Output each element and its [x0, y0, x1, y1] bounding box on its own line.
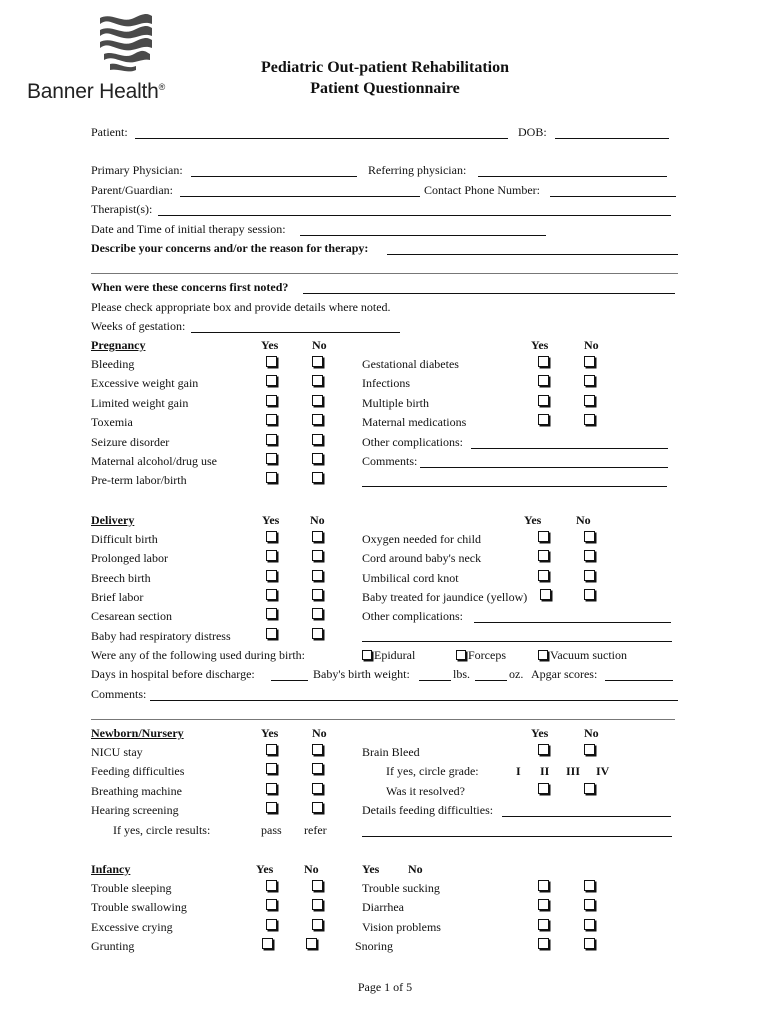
birth-weight-label: Baby's birth weight:	[313, 667, 410, 681]
yes-checkbox[interactable]	[266, 434, 277, 445]
first-noted-field[interactable]	[303, 293, 675, 294]
contact-phone-field[interactable]	[550, 196, 676, 197]
concerns-label: Describe your concerns and/or the reason for therapy:	[91, 241, 369, 255]
yes-checkbox[interactable]	[540, 589, 551, 600]
delivery-other-field[interactable]	[474, 622, 671, 623]
pregnancy-comments-field-2[interactable]	[362, 486, 667, 487]
yes-checkbox[interactable]	[266, 783, 277, 794]
yes-checkbox[interactable]	[266, 414, 277, 425]
brain-bleed-label: Brain Bleed	[362, 745, 420, 759]
delivery-other-field-2[interactable]	[362, 641, 672, 642]
list-item: Maternal alcohol/drug use	[91, 454, 217, 468]
epidural-option[interactable]	[362, 648, 415, 662]
infancy-heading: Infancy	[91, 862, 131, 876]
no-checkbox[interactable]	[312, 531, 323, 542]
apgar-field[interactable]	[605, 680, 673, 681]
list-item: Prolonged labor	[91, 551, 168, 565]
no-checkbox[interactable]	[312, 414, 323, 425]
date-time-label: Date and Time of initial therapy session:	[91, 222, 286, 236]
list-item: Excessive weight gain	[91, 376, 199, 390]
dob-label: DOB:	[518, 125, 547, 139]
forceps-option[interactable]	[456, 648, 506, 662]
no-checkbox[interactable]	[312, 589, 323, 600]
birth-used-question: Were any of the following used during birth:	[91, 648, 305, 662]
newborn-yes-header: Yes	[261, 726, 279, 740]
delivery-comments-label: Comments:	[91, 687, 147, 701]
pregnancy-heading: Pregnancy	[91, 338, 146, 352]
no-checkbox[interactable]	[584, 531, 595, 542]
patient-label: Patient:	[91, 125, 128, 139]
resolved-label: Was it resolved?	[386, 784, 466, 798]
list-item: Umbilical cord knot	[362, 571, 459, 585]
epidural-label: Epidural	[374, 648, 416, 662]
therapists-label: Therapist(s):	[91, 202, 153, 216]
no-checkbox[interactable]	[584, 919, 595, 930]
grade-option[interactable]: II	[540, 764, 550, 778]
infancy-yes-header: Yes	[256, 862, 274, 876]
parent-guardian-field[interactable]	[180, 196, 420, 197]
list-item: Cesarean section	[91, 609, 172, 623]
yes-checkbox[interactable]	[266, 531, 277, 542]
yes-checkbox[interactable]	[266, 919, 277, 930]
newborn-yes-header-right: Yes	[531, 726, 549, 740]
yes-checkbox[interactable]	[538, 919, 549, 930]
vacuum-label: Vacuum suction	[550, 648, 627, 662]
pregnancy-no-header: No	[312, 338, 327, 352]
page-number: Page 1 of 5	[357, 980, 413, 994]
list-item: Maternal medications	[362, 415, 467, 429]
list-item: Gestational diabetes	[362, 357, 459, 371]
no-checkbox[interactable]	[584, 395, 595, 406]
apgar-label: Apgar scores:	[531, 667, 598, 681]
gestation-label: Weeks of gestation:	[91, 319, 186, 333]
concerns-field-2[interactable]	[91, 273, 678, 274]
list-item: Vision problems	[362, 920, 441, 934]
list-item: Trouble sucking	[362, 881, 440, 895]
list-item: Diarrhea	[362, 900, 404, 914]
yes-checkbox[interactable]	[538, 570, 549, 581]
pregnancy-other-label: Other complications:	[362, 435, 463, 449]
pregnancy-comments-label: Comments:	[362, 454, 418, 468]
yes-checkbox[interactable]	[538, 550, 549, 561]
no-checkbox[interactable]	[312, 899, 323, 910]
resolved-no-checkbox[interactable]	[584, 783, 595, 794]
brain-bleed-no-checkbox[interactable]	[584, 744, 595, 755]
list-item: Excessive crying	[91, 920, 173, 934]
birth-weight-lbs-field[interactable]	[419, 680, 451, 681]
no-checkbox[interactable]	[584, 550, 595, 561]
no-checkbox[interactable]	[312, 453, 323, 464]
list-item: Trouble sleeping	[91, 881, 172, 895]
no-checkbox[interactable]	[584, 356, 595, 367]
list-item: Baby treated for jaundice (yellow)	[362, 590, 528, 604]
delivery-comments-field-2[interactable]	[91, 719, 675, 720]
delivery-heading: Delivery	[91, 513, 135, 527]
days-in-hospital-label: Days in hospital before discharge:	[91, 667, 255, 681]
birth-weight-oz-field[interactable]	[475, 680, 507, 681]
hearing-pass-option[interactable]: pass	[261, 823, 282, 837]
patient-field[interactable]	[135, 138, 508, 139]
list-item: Limited weight gain	[91, 396, 189, 410]
pregnancy-yes-header-right: Yes	[531, 338, 549, 352]
referring-physician-field[interactable]	[478, 176, 667, 177]
feeding-details-label: Details feeding difficulties:	[362, 803, 494, 817]
lbs-label: lbs.	[453, 667, 471, 681]
yes-checkbox[interactable]	[538, 375, 549, 386]
list-item: Hearing screening	[91, 803, 179, 817]
grade-option[interactable]: III	[566, 764, 581, 778]
list-item: Grunting	[91, 939, 135, 953]
yes-checkbox[interactable]	[266, 570, 277, 581]
no-checkbox[interactable]	[584, 589, 595, 600]
list-item: Baby had respiratory distress	[91, 629, 231, 643]
yes-checkbox[interactable]	[266, 453, 277, 464]
yes-checkbox[interactable]	[266, 628, 277, 639]
date-time-field[interactable]	[300, 235, 546, 236]
yes-checkbox[interactable]	[266, 356, 277, 367]
page-title: Pediatric Out-patient Rehabilitation	[261, 59, 509, 76]
list-item: Oxygen needed for child	[362, 532, 481, 546]
list-item: Breech birth	[91, 571, 151, 585]
pregnancy-comments-field[interactable]	[420, 467, 668, 468]
pregnancy-yes-header: Yes	[261, 338, 279, 352]
vacuum-checkbox[interactable]	[538, 650, 548, 660]
list-item: Trouble swallowing	[91, 900, 187, 914]
yes-checkbox[interactable]	[538, 395, 549, 406]
yes-checkbox[interactable]	[262, 938, 273, 949]
list-item: Toxemia	[91, 415, 133, 429]
primary-physician-field[interactable]	[191, 176, 357, 177]
yes-checkbox[interactable]	[266, 899, 277, 910]
brand-name: Banner Health	[27, 80, 159, 103]
list-item: Cord around baby's neck	[362, 551, 482, 565]
no-checkbox[interactable]	[312, 763, 323, 774]
forceps-checkbox[interactable]	[456, 650, 466, 660]
infancy-no-header-right: No	[408, 862, 423, 876]
feeding-details-field-2[interactable]	[362, 836, 672, 837]
yes-checkbox[interactable]	[266, 375, 277, 386]
hearing-refer-option[interactable]: refer	[304, 823, 327, 837]
epidural-checkbox[interactable]	[362, 650, 372, 660]
yes-checkbox[interactable]	[538, 880, 549, 891]
yes-checkbox[interactable]	[266, 589, 277, 600]
therapists-field[interactable]	[158, 215, 671, 216]
no-checkbox[interactable]	[584, 414, 595, 425]
no-checkbox[interactable]	[312, 608, 323, 619]
instructions-text: Please check appropriate box and provide details where noted.	[91, 300, 391, 314]
list-item: Snoring	[355, 939, 394, 953]
delivery-yes-header-right: Yes	[524, 513, 542, 527]
no-checkbox[interactable]	[312, 356, 323, 367]
no-checkbox[interactable]	[312, 434, 323, 445]
yes-checkbox[interactable]	[266, 763, 277, 774]
delivery-other-label: Other complications:	[362, 609, 463, 623]
no-checkbox[interactable]	[312, 472, 323, 483]
page-subtitle: Patient Questionnaire	[310, 80, 460, 97]
no-checkbox[interactable]	[584, 899, 595, 910]
list-item: Pre-term labor/birth	[91, 473, 187, 487]
yes-checkbox[interactable]	[538, 899, 549, 910]
infancy-yes-header-right: Yes	[362, 862, 380, 876]
list-item: Brief labor	[91, 590, 144, 604]
newborn-heading: Newborn/Nursery	[91, 726, 184, 740]
yes-checkbox[interactable]	[266, 880, 277, 891]
yes-checkbox[interactable]	[266, 395, 277, 406]
delivery-yes-header: Yes	[262, 513, 280, 527]
yes-checkbox[interactable]	[538, 938, 549, 949]
newborn-no-header-right: No	[584, 726, 599, 740]
no-checkbox[interactable]	[584, 880, 595, 891]
parent-guardian-label: Parent/Guardian:	[91, 183, 173, 197]
list-item: Feeding difficulties	[91, 764, 185, 778]
no-checkbox[interactable]	[306, 938, 317, 949]
vacuum-option[interactable]	[538, 648, 627, 662]
list-item: Bleeding	[91, 357, 135, 371]
no-checkbox[interactable]	[584, 375, 595, 386]
brain-bleed-yes-checkbox[interactable]	[538, 744, 549, 755]
list-item: Infections	[362, 376, 410, 390]
yes-checkbox[interactable]	[538, 531, 549, 542]
list-item: Difficult birth	[91, 532, 158, 546]
first-noted-label: When were these concerns first noted?	[91, 280, 289, 294]
no-checkbox[interactable]	[312, 570, 323, 581]
concerns-field[interactable]	[387, 254, 678, 255]
feeding-details-field[interactable]	[502, 816, 671, 817]
forceps-label: Forceps	[468, 648, 506, 662]
yes-checkbox[interactable]	[266, 550, 277, 561]
delivery-no-header-right: No	[576, 513, 591, 527]
no-checkbox[interactable]	[312, 628, 323, 639]
list-item: Breathing machine	[91, 784, 182, 798]
grade-label: If yes, circle grade:	[386, 764, 479, 778]
pregnancy-other-field[interactable]	[471, 448, 668, 449]
primary-physician-label: Primary Physician:	[91, 163, 183, 177]
no-checkbox[interactable]	[584, 938, 595, 949]
dob-field[interactable]	[555, 138, 669, 139]
grade-option[interactable]: I	[516, 764, 521, 778]
list-item: Multiple birth	[362, 396, 429, 410]
contact-phone-label: Contact Phone Number:	[424, 183, 540, 197]
no-checkbox[interactable]	[312, 375, 323, 386]
list-item: Seizure disorder	[91, 435, 170, 449]
no-checkbox[interactable]	[312, 919, 323, 930]
no-checkbox[interactable]	[312, 783, 323, 794]
hearing-results-label: If yes, circle results:	[113, 823, 211, 837]
yes-checkbox[interactable]	[266, 608, 277, 619]
yes-checkbox[interactable]	[266, 802, 277, 813]
registered-mark: ®	[158, 82, 166, 92]
list-item: NICU stay	[91, 745, 143, 759]
yes-checkbox[interactable]	[538, 414, 549, 425]
resolved-yes-checkbox[interactable]	[538, 783, 549, 794]
infancy-no-header: No	[304, 862, 319, 876]
no-checkbox[interactable]	[312, 880, 323, 891]
referring-physician-label: Referring physician:	[368, 163, 467, 177]
delivery-comments-field[interactable]	[150, 700, 678, 701]
delivery-no-header: No	[310, 513, 325, 527]
no-checkbox[interactable]	[312, 395, 323, 406]
pregnancy-no-header-right: No	[584, 338, 599, 352]
grade-option[interactable]: IV	[596, 764, 610, 778]
no-checkbox[interactable]	[312, 744, 323, 755]
newborn-no-header: No	[312, 726, 327, 740]
yes-checkbox[interactable]	[266, 472, 277, 483]
yes-checkbox[interactable]	[266, 744, 277, 755]
no-checkbox[interactable]	[312, 550, 323, 561]
gestation-field[interactable]	[191, 332, 400, 333]
no-checkbox[interactable]	[584, 570, 595, 581]
yes-checkbox[interactable]	[538, 356, 549, 367]
days-in-hospital-field[interactable]	[271, 680, 308, 681]
oz-label: oz.	[509, 667, 524, 681]
no-checkbox[interactable]	[312, 802, 323, 813]
